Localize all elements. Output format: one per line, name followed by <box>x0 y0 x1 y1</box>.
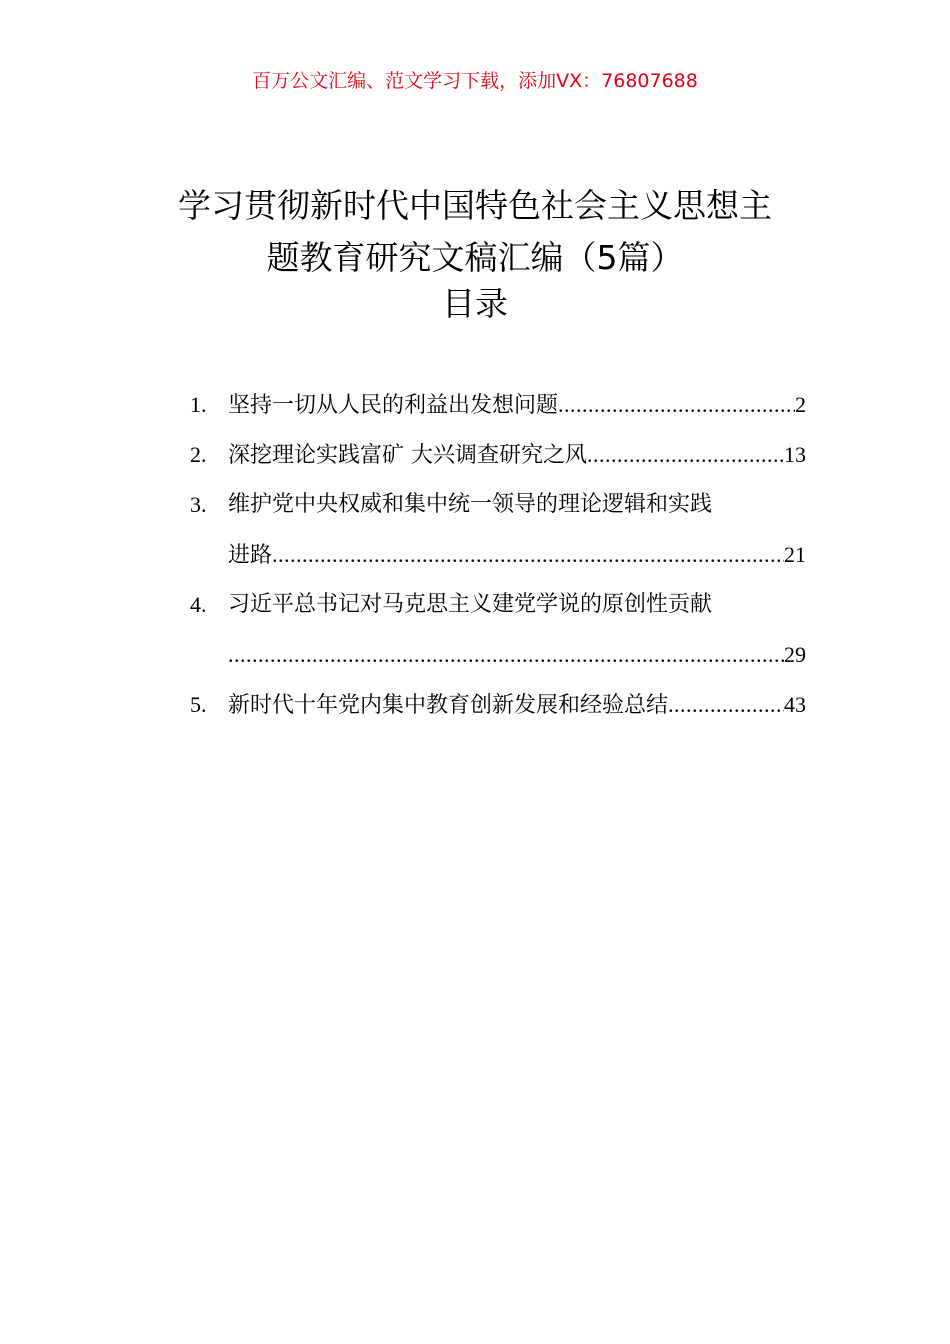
toc-dot-leader <box>558 380 795 430</box>
toc-entry-number: 5. <box>190 692 207 717</box>
toc-entry-number: 3. <box>190 492 207 517</box>
toc-entry-page: 21 <box>784 542 806 567</box>
toc-entry-title: 深挖理论实践富矿 大兴调查研究之风 <box>228 443 587 468</box>
toc-entry[interactable] <box>190 380 806 430</box>
toc-entry-number: 4. <box>190 592 207 617</box>
toc-heading: 目录 <box>442 284 508 323</box>
toc-entry-page: 2 <box>795 392 806 417</box>
toc-entry-number: 1. <box>190 392 207 417</box>
toc-entry-page: 13 <box>784 442 806 467</box>
document-title <box>110 180 840 284</box>
toc-entry[interactable] <box>190 680 806 730</box>
toc-entry[interactable] <box>190 480 806 580</box>
title-line-2: 题教育研究文稿汇编（5篇） <box>266 238 684 277</box>
toc-dot-leader <box>587 430 784 480</box>
toc-entry-title-line-2: 进路 <box>228 543 273 568</box>
toc-entry[interactable] <box>190 580 806 680</box>
toc-entry-page: 43 <box>784 692 806 717</box>
toc-dot-leader <box>668 680 784 730</box>
table-of-contents <box>190 380 806 730</box>
toc-entry-title-line-1: 维护党中央权威和集中统一领导的理论逻辑和实践 <box>228 492 713 517</box>
toc-entry[interactable] <box>190 430 806 480</box>
header-watermark-note: 百万公文汇编、范文学习下载，添加VX：76807688 <box>252 70 698 92</box>
toc-entry-title: 新时代十年党内集中教育创新发展和经验总结 <box>228 693 669 718</box>
toc-entry-title: 坚持一切从人民的利益出发想问题 <box>228 393 559 418</box>
toc-dot-leader <box>272 530 784 580</box>
toc-dot-leader <box>228 630 784 680</box>
toc-entry-number: 2. <box>190 442 207 467</box>
title-line-1: 学习贯彻新时代中国特色社会主义思想主 <box>178 186 772 225</box>
toc-entry-page: 29 <box>784 642 806 667</box>
toc-entry-title: 习近平总书记对马克思主义建党学说的原创性贡献 <box>228 592 713 617</box>
